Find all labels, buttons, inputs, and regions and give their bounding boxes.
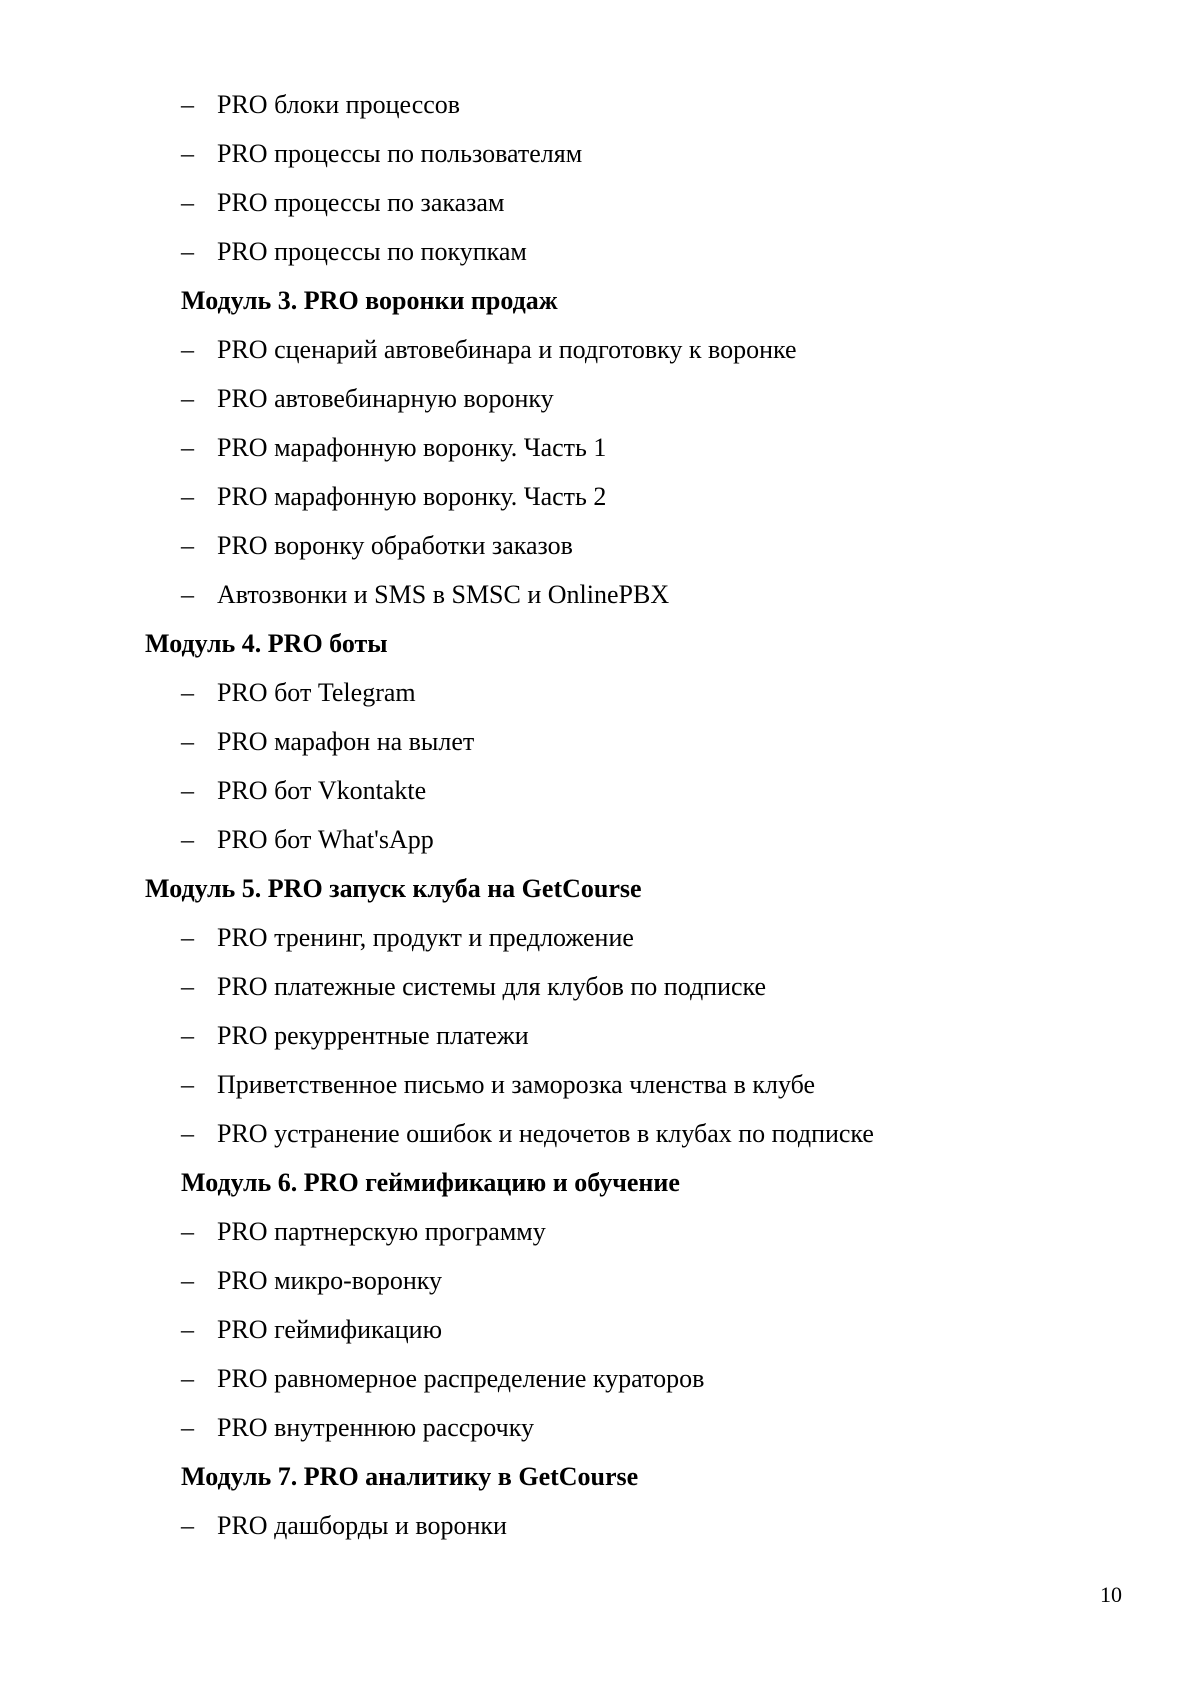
list-item <box>0 815 1200 864</box>
module-heading: Модуль 3. PRO воронки продаж <box>181 286 558 315</box>
list-item <box>0 178 1200 227</box>
dash-bullet-icon: – <box>181 776 194 805</box>
list-item-text: PRO бот Vkontakte <box>217 776 427 805</box>
dash-bullet-icon: – <box>181 433 194 462</box>
list-item <box>0 1256 1200 1305</box>
list-item-text: PRO внутреннюю рассрочку <box>217 1413 534 1442</box>
dash-bullet-icon: – <box>181 237 194 266</box>
dash-bullet-icon: – <box>181 384 194 413</box>
list-item <box>0 1305 1200 1354</box>
dash-bullet-icon: – <box>181 139 194 168</box>
list-item-text: PRO марафонную воронку. Часть 2 <box>217 482 607 511</box>
list-item <box>0 423 1200 472</box>
list-item <box>0 1501 1200 1550</box>
list-item-text: PRO платежные системы для клубов по подписке <box>217 972 767 1001</box>
list-item <box>0 717 1200 766</box>
list-item <box>0 227 1200 276</box>
dash-bullet-icon: – <box>181 1413 194 1442</box>
module-heading: Модуль 5. PRO запуск клуба на GetCourse <box>145 874 642 903</box>
list-item <box>0 80 1200 129</box>
list-item <box>0 1207 1200 1256</box>
dash-bullet-icon: – <box>181 482 194 511</box>
dash-bullet-icon: – <box>181 972 194 1001</box>
dash-bullet-icon: – <box>181 90 194 119</box>
dash-bullet-icon: – <box>181 1217 194 1246</box>
dash-bullet-icon: – <box>181 678 194 707</box>
list-item-text: PRO марафон на вылет <box>217 727 475 756</box>
list-item-text: PRO бот What'sApp <box>217 825 434 854</box>
list-item-text: PRO автовебинарную воронку <box>217 384 554 413</box>
list-item-text: PRO блоки процессов <box>217 90 461 119</box>
list-item <box>0 1403 1200 1452</box>
dash-bullet-icon: – <box>181 580 194 609</box>
list-item <box>0 1011 1200 1060</box>
list-item-text: PRO марафонную воронку. Часть 1 <box>217 433 607 462</box>
list-item <box>0 1060 1200 1109</box>
dash-bullet-icon: – <box>181 1021 194 1050</box>
list-item-text: PRO процессы по покупкам <box>217 237 527 266</box>
module-heading: Модуль 6. PRO геймификацию и обучение <box>181 1168 680 1197</box>
dash-bullet-icon: – <box>181 1364 194 1393</box>
list-item-text: Приветственное письмо и заморозка членства в клубе <box>217 1070 816 1099</box>
dash-bullet-icon: – <box>181 531 194 560</box>
list-item <box>0 913 1200 962</box>
list-item-text: PRO тренинг, продукт и предложение <box>217 923 634 952</box>
list-item <box>0 325 1200 374</box>
list-item-text: PRO воронку обработки заказов <box>217 531 573 560</box>
list-item-text: PRO партнерскую программу <box>217 1217 546 1246</box>
dash-bullet-icon: – <box>181 335 194 364</box>
list-item-text: PRO процессы по пользователям <box>217 139 583 168</box>
dash-bullet-icon: – <box>181 1266 194 1295</box>
page-number: 10 <box>1100 1582 1122 1607</box>
list-item <box>0 1354 1200 1403</box>
list-item-text: PRO рекуррентные платежи <box>217 1021 529 1050</box>
dash-bullet-icon: – <box>181 1315 194 1344</box>
list-item <box>0 570 1200 619</box>
list-item <box>0 129 1200 178</box>
list-item-text: PRO равномерное распределение кураторов <box>217 1364 705 1393</box>
list-item-text: PRO геймификацию <box>217 1315 443 1344</box>
dash-bullet-icon: – <box>181 923 194 952</box>
dash-bullet-icon: – <box>181 1070 194 1099</box>
list-item-text: PRO сценарий автовебинара и подготовку к воронке <box>217 335 797 364</box>
list-item <box>0 1109 1200 1158</box>
list-item-text: PRO дашборды и воронки <box>217 1511 507 1540</box>
module-heading: Модуль 4. PRO боты <box>145 629 388 658</box>
list-item-text: PRO устранение ошибок и недочетов в клубах по подписке <box>217 1119 874 1148</box>
list-item-text: Автозвонки и SMS в SMSC и OnlinePBX <box>217 580 670 609</box>
dash-bullet-icon: – <box>181 727 194 756</box>
dash-bullet-icon: – <box>181 1119 194 1148</box>
dash-bullet-icon: – <box>181 825 194 854</box>
list-item <box>0 668 1200 717</box>
list-item-text: PRO процессы по заказам <box>217 188 505 217</box>
module-heading: Модуль 7. PRO аналитику в GetCourse <box>181 1462 639 1491</box>
list-item <box>0 374 1200 423</box>
dash-bullet-icon: – <box>181 1511 194 1540</box>
list-item-text: PRO бот Telegram <box>217 678 416 707</box>
list-item-text: PRO микро-воронку <box>217 1266 443 1295</box>
list-item <box>0 962 1200 1011</box>
list-item <box>0 521 1200 570</box>
list-item <box>0 472 1200 521</box>
dash-bullet-icon: – <box>181 188 194 217</box>
list-item <box>0 766 1200 815</box>
module-list <box>0 80 1200 1550</box>
